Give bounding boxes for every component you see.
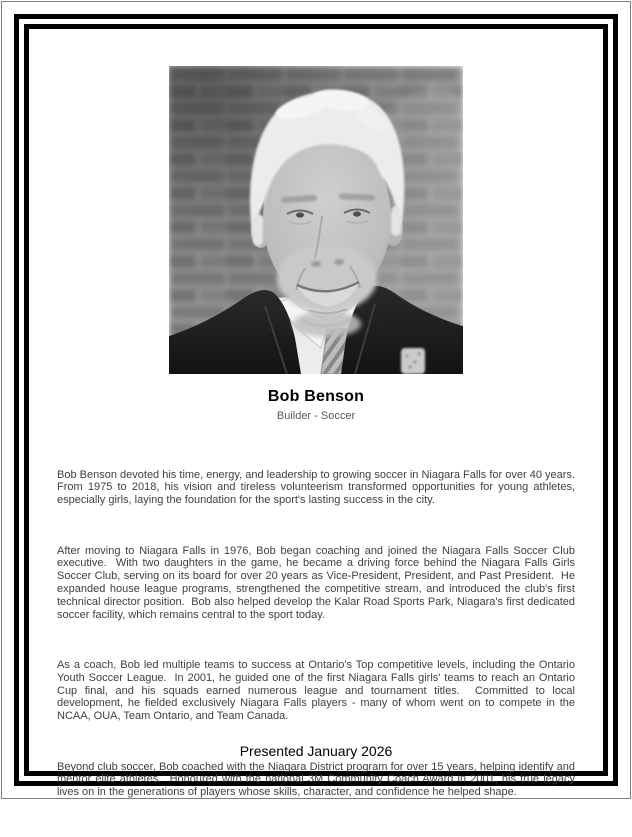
biography-text [57,443,582,837]
honoree-name: Bob Benson [267,388,365,405]
presented-date: Presented January 2026 [239,743,393,759]
biography-paragraph-3: As a coach, Bob led multiple teams to success at Ontario's Top competitive levels, including the Ontario Youth Soccer League. In 2001, he guided one of the first Niagara Falls girls' teams to reach an Ontario Cup final, and his squads earned numerous league and tournament titles. Committed to local development, he fielded exclusively Niagara Falls players - many of whom went on to compete in the NCAA, OUA, Team Ontario, and Team Canada. [57,658,579,723]
honoree-category: Builder - Soccer [276,410,356,422]
portrait-photo-svg [169,66,463,374]
biography-paragraph-4: Beyond club soccer, Bob coached with the Niagara District program for over 15 years, helping identify and mentor elite athletes. Honoured with the national 3M Community Coach Award in 2001, his true legacy lives on in the generations of players whose skills, character, and confidence he helped shape. [57,760,579,799]
portrait-photo [169,66,463,374]
pocket-square [401,348,425,374]
page-content [29,29,603,799]
biography-paragraph-1: Bob Benson devoted his time, energy, and leadership to growing soccer in Niagara Falls for over 40 years. From 1975 to 2018, his vision and tireless volunteerism transformed opportunities for young athletes, especially girls, laying the foundation for the sport's lasting success in the city. [57,468,582,507]
biography-paragraph-2: After moving to Niagara Falls in 1976, Bob began coaching and joined the Niagara Falls Soccer Club executive. With two daughters in the game, he became a driving force behind the Niagara Falls Girls Soccer Club, serving on its board for over 20 years as Vice-President, President, and Past President. He expanded house league programs, strengthened the competitive stream, and introduced the club's first technical director position. Bob also helped develop the Kalar Road Sports Park, Niagara's first dedicated soccer facility, which remains central to the sport today. [57,544,579,621]
